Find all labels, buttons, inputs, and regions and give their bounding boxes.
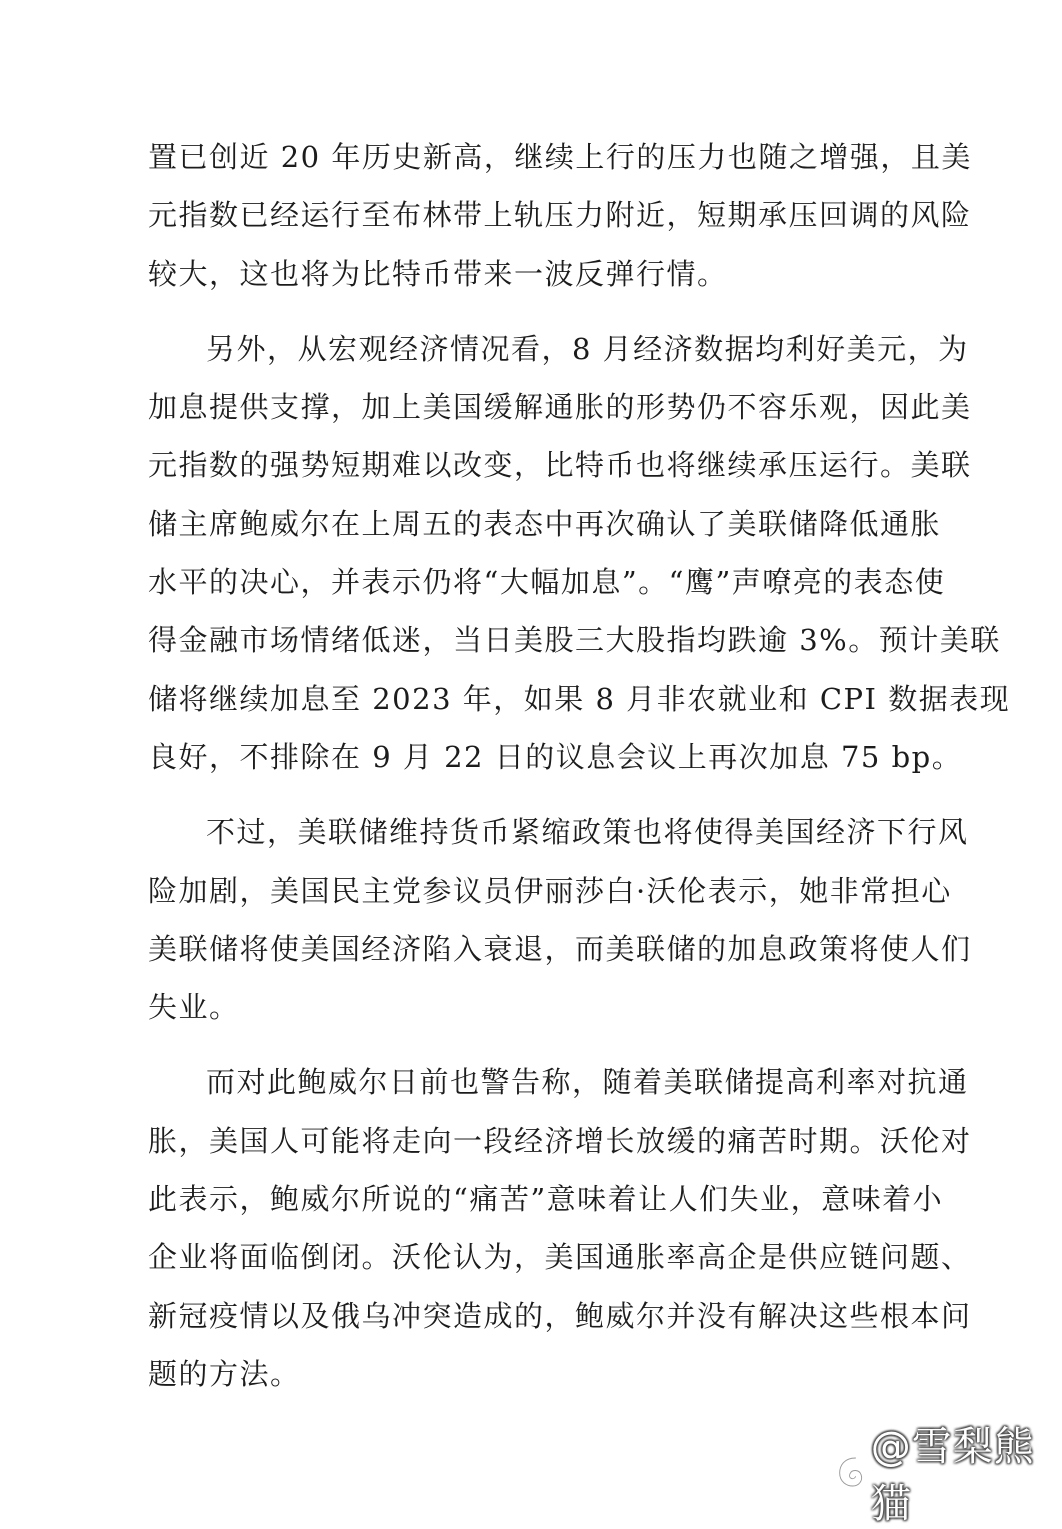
text-line: [148, 436, 972, 494]
text-line: [148, 978, 920, 1036]
line-text: 元指数的强势短期难以改变，比特币也将继续承压运行。美联: [148, 448, 972, 483]
line-text: 良好，不排除在 9 月 22 日的议息会议上再次加息 75 bp。: [148, 739, 963, 774]
text-line: [148, 920, 972, 978]
text-line: [148, 1228, 972, 1286]
line-text: 胀，美国人可能将走向一段经济增长放缓的痛苦时期。沃伦对: [148, 1123, 972, 1158]
line-text: 此表示，鲍威尔所说的“痛苦”意味着让人们失业，意味着小: [148, 1182, 944, 1217]
text-line: [148, 728, 963, 786]
paragraph: [148, 320, 1011, 786]
line-text: 储将继续加息至 2023 年，如果 8 月非农就业和 CPI 数据表现: [148, 681, 1011, 716]
paragraph: [148, 1053, 972, 1403]
text-line: [148, 1112, 972, 1170]
text-line: [148, 128, 972, 186]
watermark: [835, 1424, 1062, 1527]
watermark-text: @雪梨熊猫: [870, 1424, 1035, 1527]
text-line: [148, 553, 946, 611]
line-text: 险加剧，美国民主党参议员伊丽莎白·沃伦表示，她非常担心: [148, 873, 952, 908]
line-text: 美联储将使美国经济陷入衰退，而美联储的加息政策将使人们: [148, 931, 972, 966]
text-line: [148, 320, 969, 378]
text-line: [148, 1170, 944, 1228]
line-text: 较大，这也将为比特币带来一波反弹行情。: [148, 256, 728, 291]
paragraph: [148, 803, 972, 1036]
text-line: [148, 245, 920, 303]
text-line: [148, 670, 1011, 728]
text-line: [148, 495, 942, 553]
line-text: 而对此鲍威尔日前也警告称，随着美联储提高利率对抗通: [206, 1065, 969, 1100]
text-line: [148, 378, 972, 436]
line-text: 置已创近 20 年历史新高，继续上行的压力也随之增强，且美: [148, 140, 972, 174]
text-line: [148, 862, 952, 920]
paragraph: [148, 128, 972, 303]
line-text: 另外，从宏观经济情况看，8 月经济数据均利好美元，为: [206, 331, 969, 366]
text-line: [148, 611, 1001, 669]
xueqiu-logo-icon: [835, 1453, 867, 1491]
text-line: [148, 1287, 972, 1345]
line-text: 新冠疫情以及俄乌冲突造成的，鲍威尔并没有解决这些根本问: [148, 1298, 972, 1333]
line-text: 加息提供支撑，加上美国缓解通胀的形势仍不容乐观，因此美: [148, 390, 972, 425]
line-text: 失业。: [148, 990, 240, 1025]
line-text: 题的方法。: [148, 1356, 301, 1391]
text-line: [148, 1345, 920, 1403]
article-body: [148, 128, 1011, 1420]
line-text: 水平的决心，并表示仍将“大幅加息”。“鹰”声嘹亮的表态使: [148, 565, 946, 600]
line-text: 元指数已经运行至布林带上轨压力附近，短期承压回调的风险: [148, 198, 972, 233]
line-text: 企业将面临倒闭。沃伦认为，美国通胀率高企是供应链问题、: [148, 1240, 972, 1275]
line-text: 储主席鲍威尔在上周五的表态中再次确认了美联储降低通胀: [148, 506, 942, 541]
text-line: [148, 1053, 969, 1111]
text-line: [148, 186, 972, 244]
line-text: 得金融市场情绪低迷，当日美股三大股指均跌逾 3%。预计美联: [148, 623, 1001, 658]
line-text: 不过，美联储维持货币紧缩政策也将使得美国经济下行风: [206, 815, 969, 850]
text-line: [148, 803, 969, 861]
